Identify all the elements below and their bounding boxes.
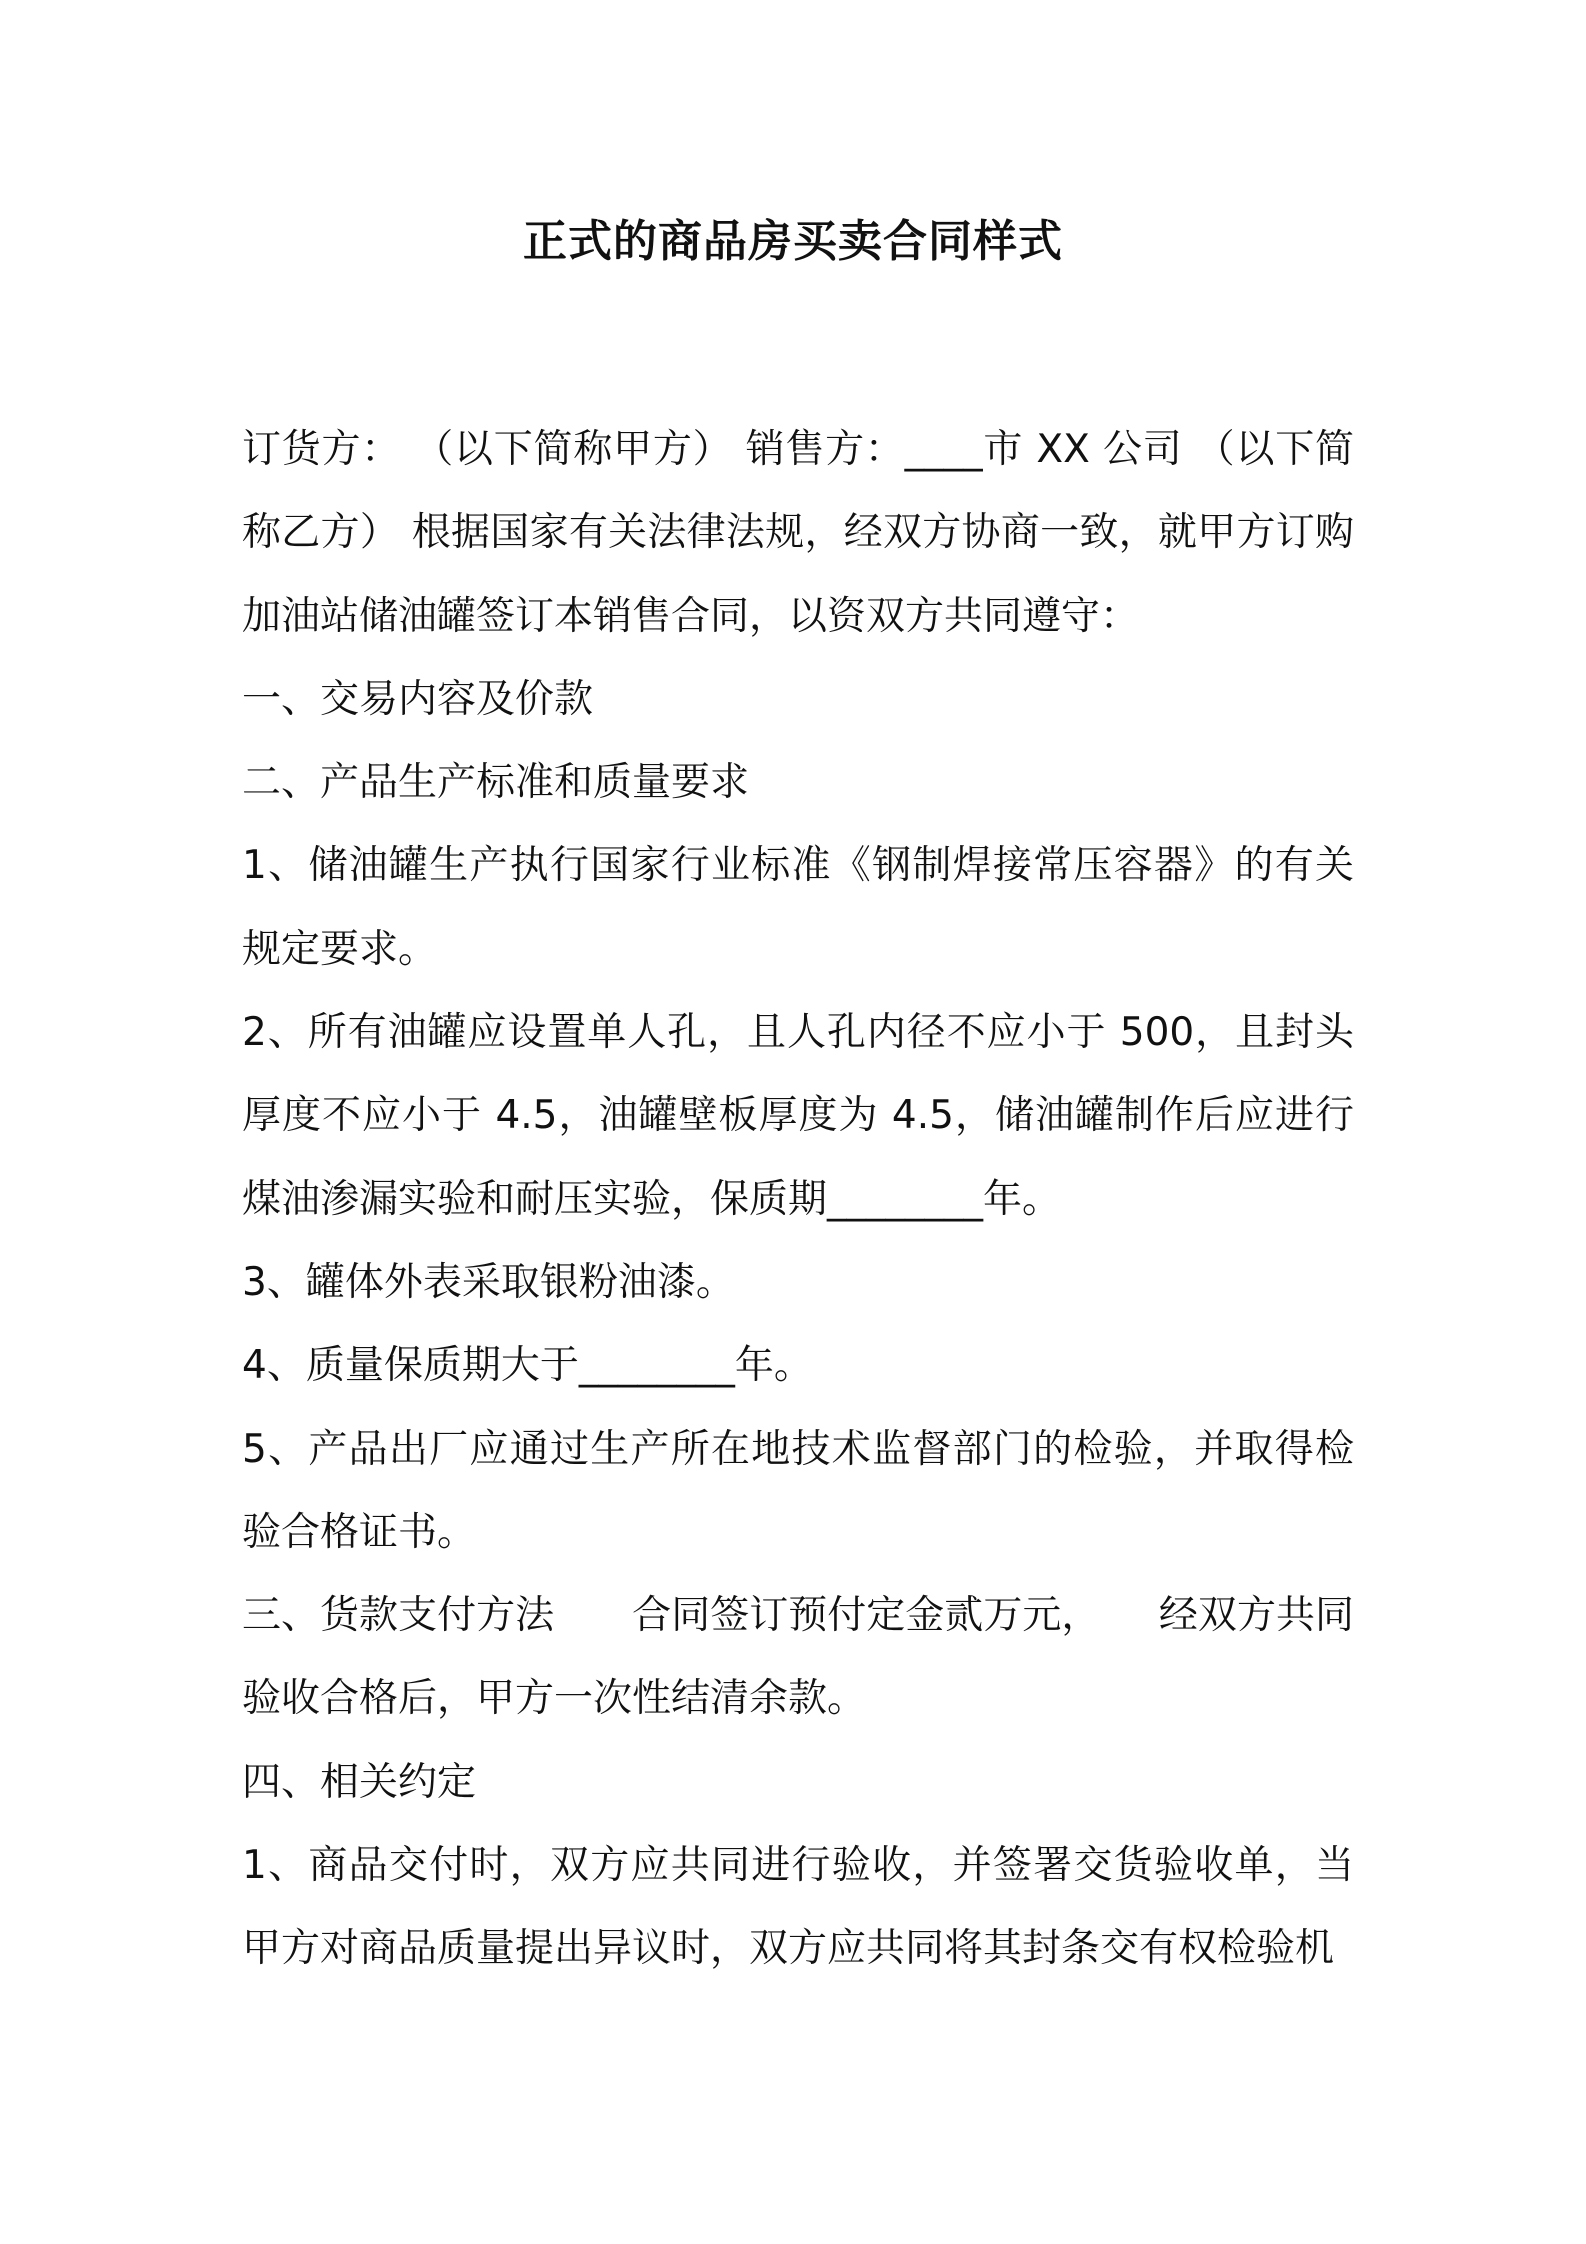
preamble-paragraph: 订货方： （以下简称甲方） 销售方：____市 XX 公司 （以下简称乙方） 根据国家有关法律法规，经双方协商一致，就甲方订购加油站储油罐签订本销售合同，以资双方共同遵守： bbox=[242, 427, 1354, 639]
document-body bbox=[242, 408, 1354, 1991]
clause-4-1: 1、商品交付时，双方应共同进行验收，并签署交货验收单，当甲方对商品质量提出异议时，双方应共同将其封条交有权检验机 bbox=[242, 1843, 1354, 1972]
clause-2-1: 1、储油罐生产执行国家行业标准《钢制焊接常压容器》的有关规定要求。 bbox=[242, 843, 1354, 972]
clause-2-3: 3、罐体外表采取银粉油漆。 bbox=[242, 1259, 735, 1305]
section-heading-4: 四、相关约定 bbox=[242, 1759, 477, 1805]
clause-2-4: 4、质量保质期大于________年。 bbox=[242, 1343, 813, 1389]
clause-2-5: 5、产品出厂应通过生产所在地技术监督部门的检验，并取得检验合格证书。 bbox=[242, 1426, 1354, 1555]
section-heading-2: 二、产品生产标准和质量要求 bbox=[242, 760, 750, 806]
section-3-payment: 三、货款支付方法 合同签订预付定金贰万元， 经双方共同验收合格后，甲方一次性结清余款。 bbox=[242, 1593, 1354, 1722]
document-title: 正式的商品房买卖合同样式 bbox=[523, 216, 1063, 267]
clause-2-2: 2、所有油罐应设置单人孔，且人孔内径不应小于 500，且封头厚度不应小于 4.5，油罐壁板厚度为 4.5，储油罐制作后应进行煤油渗漏实验和耐压实验，保质期________年。 bbox=[242, 1010, 1354, 1222]
section-heading-1: 一、交易内容及价款 bbox=[242, 676, 594, 722]
